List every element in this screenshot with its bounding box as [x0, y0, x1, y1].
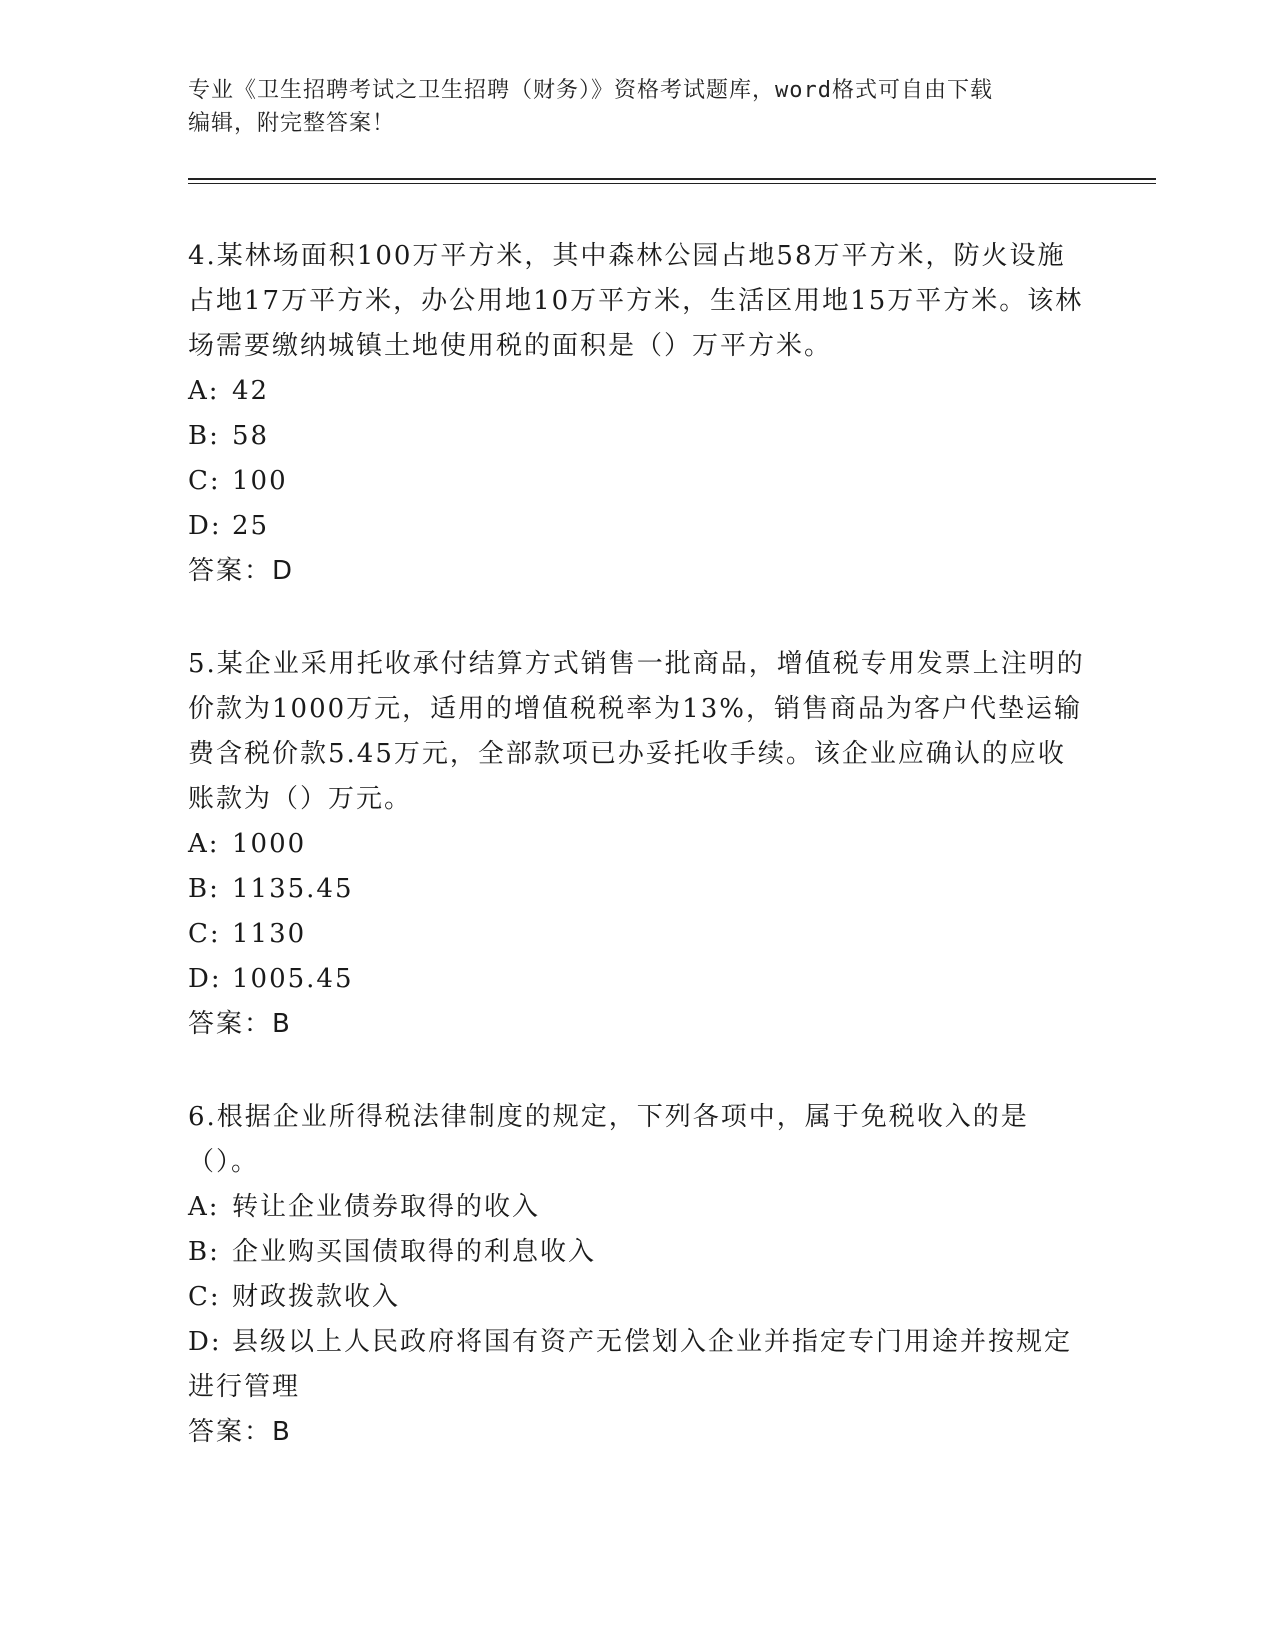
option-d [188, 1320, 1088, 1410]
option-text: 1005.45 [232, 964, 354, 994]
option-letter: D: [188, 964, 222, 994]
option-text: 1130 [232, 919, 307, 949]
answer: 答案：B [188, 1009, 292, 1039]
option-text: 25 [232, 511, 270, 541]
option-letter: C: [188, 919, 221, 949]
option-text: 42 [232, 376, 270, 406]
option-a [188, 1185, 1088, 1230]
option-a [188, 369, 1088, 414]
option-b [188, 1230, 1088, 1275]
option-text: 1135.45 [232, 874, 354, 904]
document-header [188, 74, 1088, 140]
option-letter: B: [188, 421, 220, 451]
option-c [188, 459, 1088, 504]
answer: 答案：B [188, 1417, 292, 1447]
option-b [188, 414, 1088, 459]
option-d [188, 504, 1088, 549]
option-a [188, 822, 1088, 867]
option-letter: A: [188, 376, 220, 406]
option-text: 财政拨款收入 [232, 1282, 401, 1312]
header-line-1: 专业《卫生招聘考试之卫生招聘（财务）》资格考试题库，word格式可自由下载 [188, 78, 993, 103]
question-4 [188, 234, 1088, 594]
option-d [188, 957, 1088, 1002]
question-text: 4.某林场面积100万平方米，其中森林公园占地58万平方米，防火设施占地17万平方米，办公用地10万平方米，生活区用地15万平方米。该林场需要缴纳城镇土地使用税的面积是（）万平方米。 [188, 241, 1084, 361]
option-text: 1000 [232, 829, 307, 859]
option-letter: D: [188, 1327, 222, 1357]
option-b [188, 867, 1088, 912]
option-text: 企业购买国债取得的利息收入 [232, 1237, 597, 1267]
option-letter: A: [188, 829, 220, 859]
option-letter: B: [188, 874, 220, 904]
question-text: 6.根据企业所得税法律制度的规定，下列各项中，属于免税收入的是（）。 [188, 1102, 1029, 1177]
option-text: 县级以上人民政府将国有资产无偿划入企业并指定专门用途并按规定进行管理 [188, 1327, 1073, 1402]
header-line-2: 编辑，附完整答案！ [188, 111, 396, 136]
header-rule-top [188, 178, 1156, 180]
question-5 [188, 642, 1088, 1047]
answer: 答案：D [188, 556, 295, 586]
option-letter: A: [188, 1192, 220, 1222]
option-letter: B: [188, 1237, 220, 1267]
option-c [188, 1275, 1088, 1320]
header-rule-bottom [188, 183, 1156, 184]
option-text: 58 [232, 421, 270, 451]
option-text: 转让企业债券取得的收入 [232, 1192, 541, 1222]
option-letter: C: [188, 1282, 221, 1312]
question-6 [188, 1095, 1088, 1455]
option-text: 100 [232, 466, 288, 496]
question-text: 5.某企业采用托收承付结算方式销售一批商品，增值税专用发票上注明的价款为1000万元，适用的增值税税率为13%，销售商品为客户代垫运输费含税价款5.45万元，全部款项已办妥托收手续。该企业应确认的应收账款为（）万元。 [188, 649, 1085, 814]
option-c [188, 912, 1088, 957]
option-letter: D: [188, 511, 222, 541]
option-letter: C: [188, 466, 221, 496]
